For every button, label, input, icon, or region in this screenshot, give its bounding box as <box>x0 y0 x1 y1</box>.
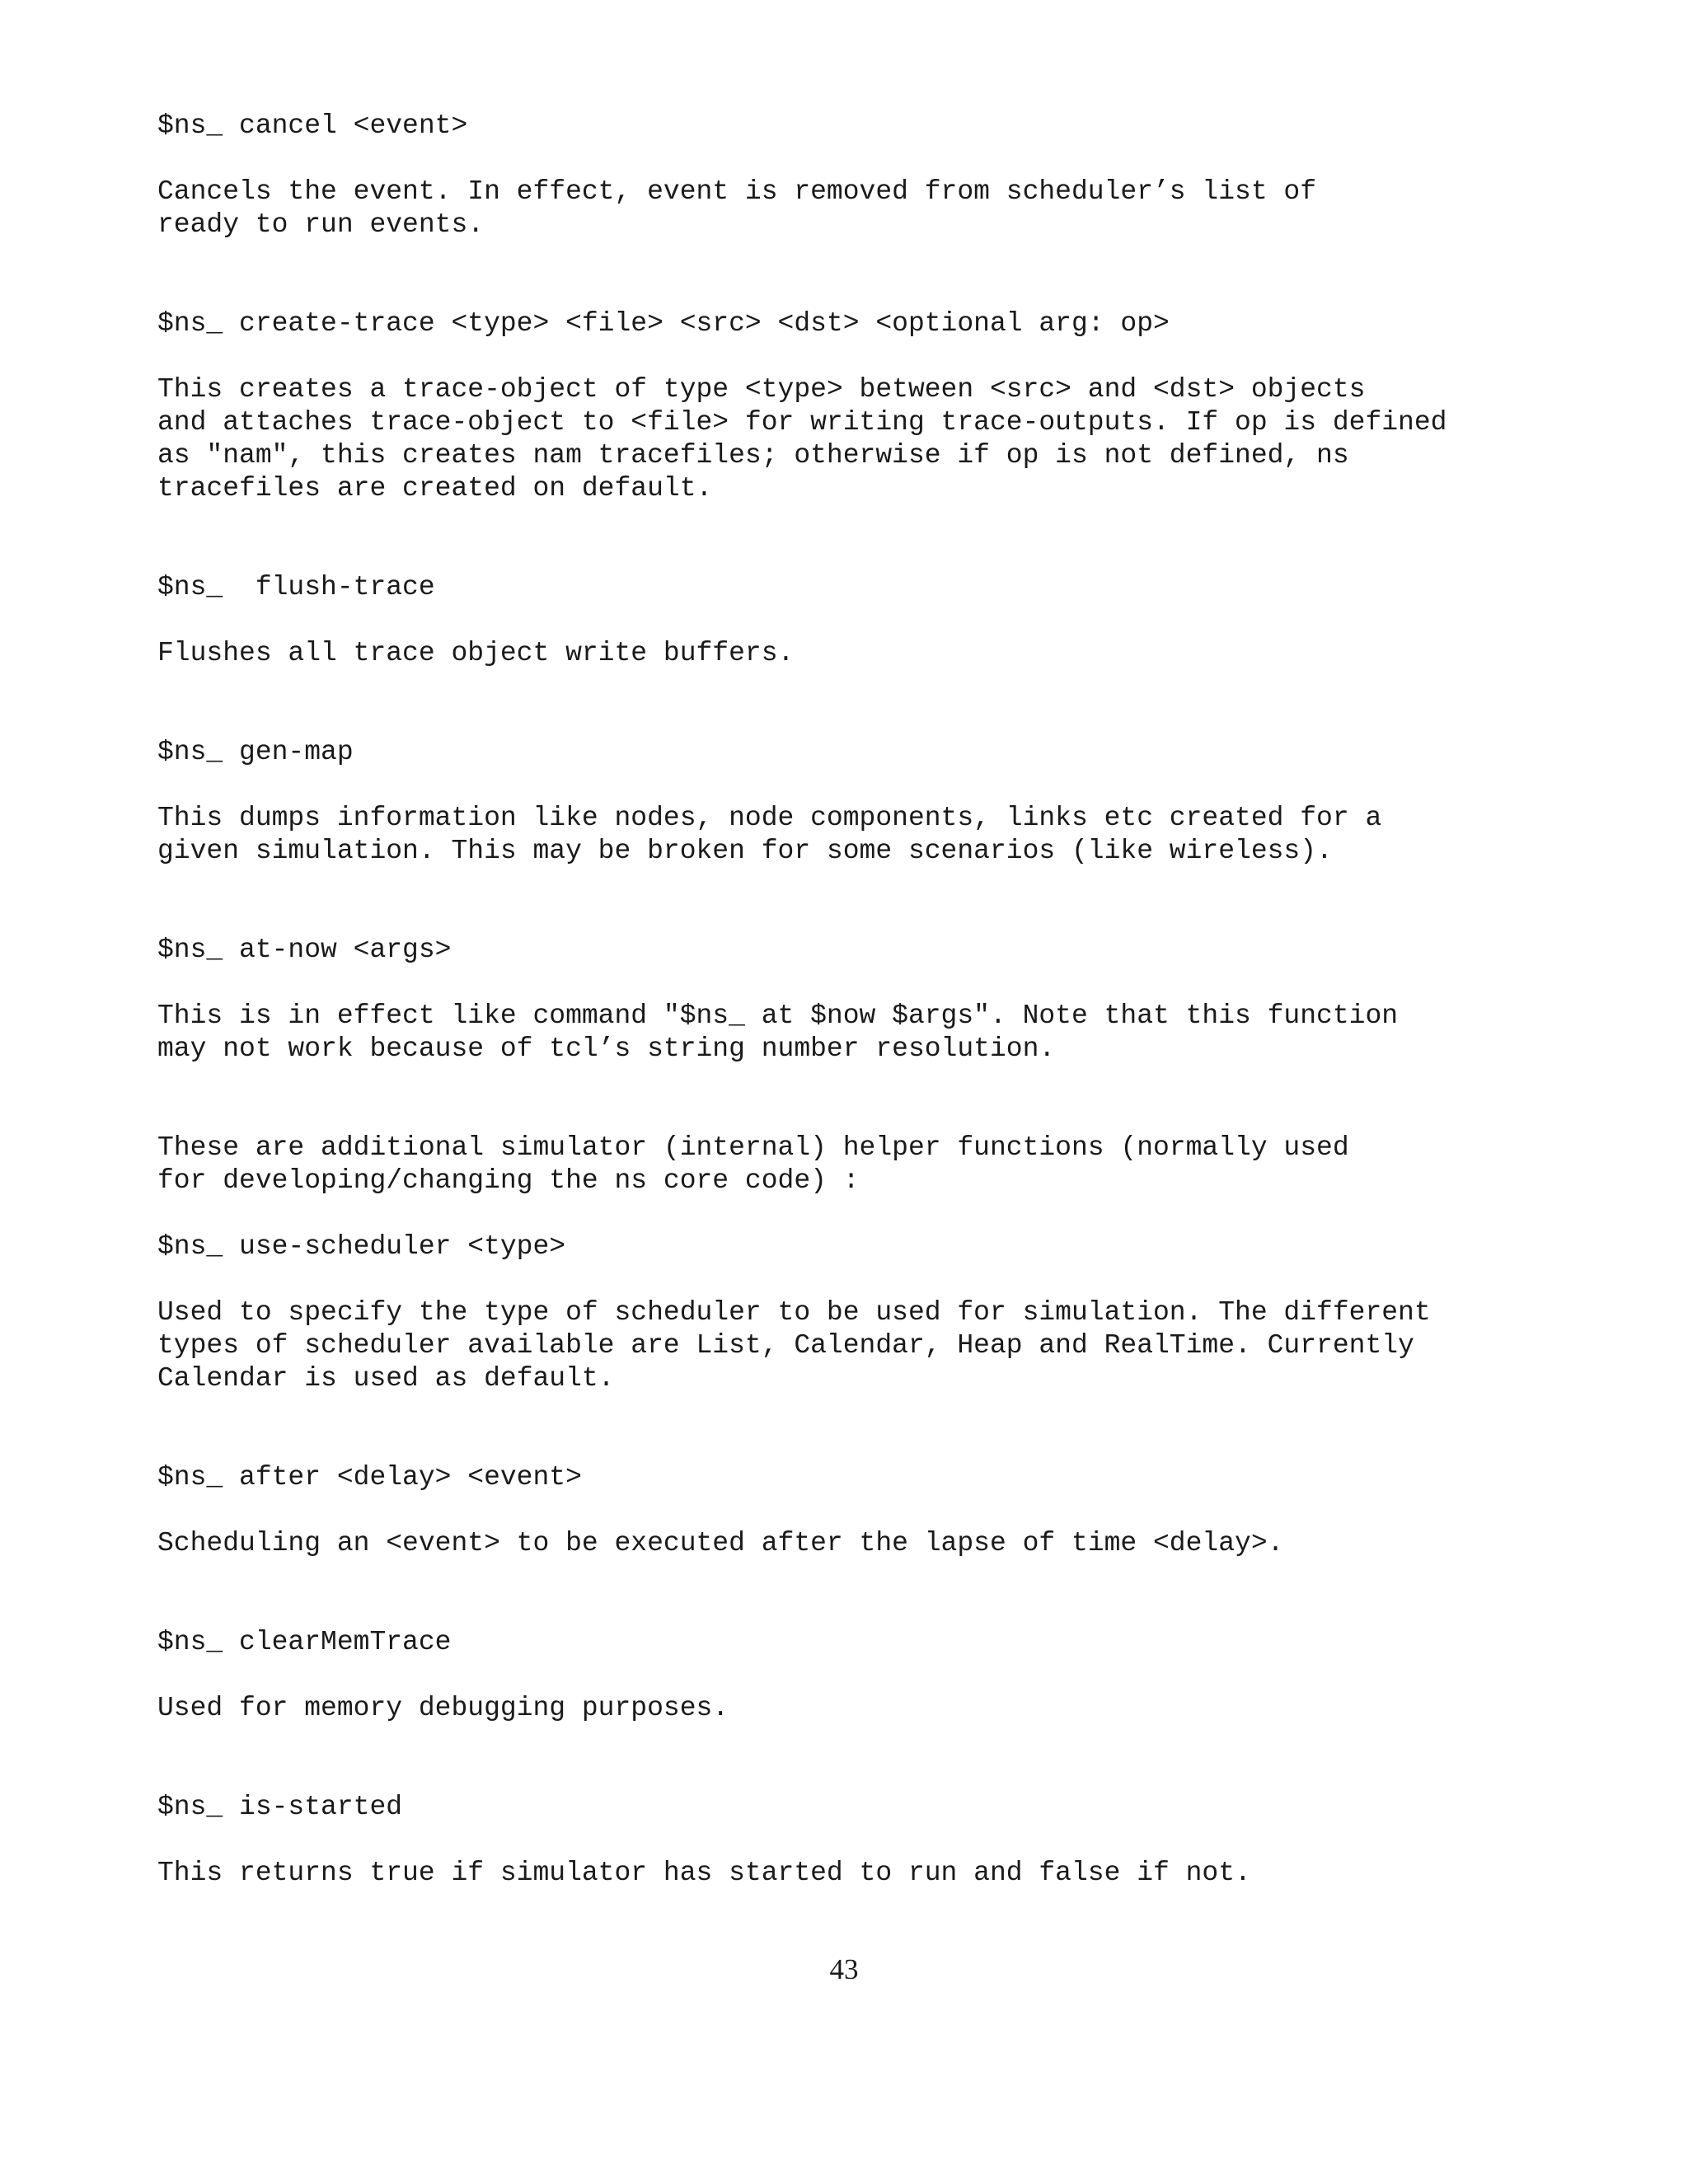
description-line: and attaches trace-object to <file> for writing trace-outputs. If op is defined <box>157 407 1447 438</box>
description-line: This returns true if simulator has started to run and false if not. <box>157 1858 1251 1888</box>
description-line: may not work because of tcl’s string number resolution. <box>157 1033 1056 1064</box>
command-flush-trace: $ns_ flush-trace <box>157 572 435 602</box>
command-use-scheduler: $ns_ use-scheduler <type> <box>157 1231 566 1262</box>
page-number: 43 <box>829 1953 859 1985</box>
description-line: Used to specify the type of scheduler to be used for simulation. The different <box>157 1297 1431 1328</box>
description-line: given simulation. This may be broken for some scenarios (like wireless). <box>157 836 1333 866</box>
description-line: Calendar is used as default. <box>157 1363 615 1394</box>
description-line: Cancels the event. In effect, event is removed from scheduler’s list of <box>157 176 1317 207</box>
description-line: tracefiles are created on default. <box>157 473 713 504</box>
description-line: ready to run events. <box>157 209 485 240</box>
command-after: $ns_ after <delay> <event> <box>157 1462 582 1493</box>
description-line: This creates a trace-object of type <type> between <src> and <dst> objects <box>157 374 1366 405</box>
description-line: types of scheduler available are List, Calendar, Heap and RealTime. Currently <box>157 1330 1414 1361</box>
description-line: This is in effect like command "$ns_ at $now $args". Note that this function <box>157 1001 1399 1031</box>
intro-line: These are additional simulator (internal) helper functions (normally used <box>157 1132 1349 1163</box>
command-clear-mem-trace: $ns_ clearMemTrace <box>157 1627 452 1657</box>
command-cancel: $ns_ cancel <event> <box>157 110 468 141</box>
description-line: Flushes all trace object write buffers. <box>157 638 795 668</box>
command-gen-map: $ns_ gen-map <box>157 737 354 767</box>
description-line: Used for memory debugging purposes. <box>157 1693 729 1723</box>
description-line: Scheduling an <event> to be executed after the lapse of time <delay>. <box>157 1528 1284 1558</box>
description-line: This dumps information like nodes, node components, links etc created for a <box>157 803 1382 833</box>
command-at-now: $ns_ at-now <args> <box>157 935 452 965</box>
command-is-started: $ns_ is-started <box>157 1792 403 1822</box>
description-line: as "nam", this creates nam tracefiles; otherwise if op is not defined, ns <box>157 440 1349 471</box>
command-create-trace: $ns_ create-trace <type> <file> <src> <dst> <optional arg: op> <box>157 308 1170 339</box>
intro-line: for developing/changing the ns core code) : <box>157 1165 860 1196</box>
